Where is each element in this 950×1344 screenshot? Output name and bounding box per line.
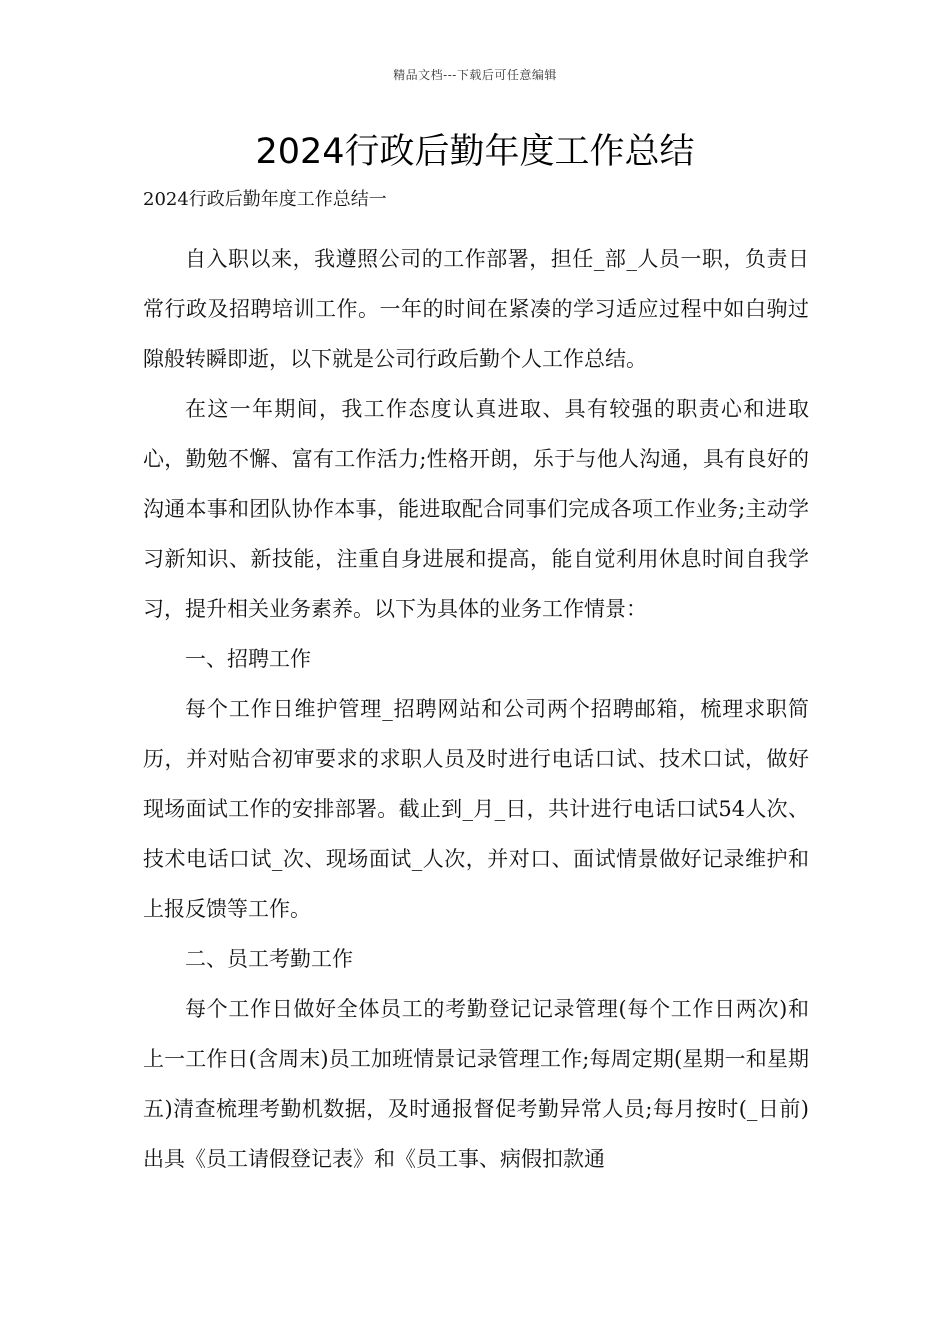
- section-subtitle: 2024行政后勤年度工作总结一: [143, 189, 387, 210]
- paragraph-intro: 自入职以来，我遵照公司的工作部署，担任_部_人员一职，负责日常行政及招聘培训工作。一年的时间在紧凑的学习适应过程中如白驹过隙般转瞬即逝，以下就是公司行政后勤个人工作总结。: [143, 247, 809, 371]
- document-title: 2024行政后勤年度工作总结: [255, 132, 695, 172]
- paragraph-attitude: 在这一年期间，我工作态度认真进取、具有较强的职责心和进取心，勤勉不懈、富有工作活力;性格开朗，乐于与他人沟通，具有良好的沟通本事和团队协作本事，能进取配合同事们完成各项工作业务;主动学习新知识、新技能，注重自身进展和提高，能自觉利用休息时间自我学习，提升相关业务素养。以下为具体的业务工作情景：: [143, 397, 809, 621]
- heading-recruitment: 一、招聘工作: [185, 647, 311, 671]
- paragraph-recruitment: 每个工作日维护管理_招聘网站和公司两个招聘邮箱，梳理求职简历，并对贴合初审要求的求职人员及时进行电话口试、技术口试，做好现场面试工作的安排部署。截止到_月_日，共计进行电话口试54人次、技术电话口试_次、现场面试_人次，并对口、面试情景做好记录维护和上报反馈等工作。: [143, 697, 809, 921]
- header-note: 精品文档---下载后可任意编辑: [393, 68, 557, 82]
- heading-attendance: 二、员工考勤工作: [185, 947, 353, 971]
- paragraph-attendance: 每个工作日做好全体员工的考勤登记记录管理(每个工作日两次)和上一工作日(含周末)员工加班情景记录管理工作;每周定期(星期一和星期五)清查梳理考勤机数据，及时通报督促考勤异常人员;每月按时(_日前)出具《员工请假登记表》和《员工事、病假扣款通: [143, 997, 809, 1171]
- document-body: [143, 184, 809, 1184]
